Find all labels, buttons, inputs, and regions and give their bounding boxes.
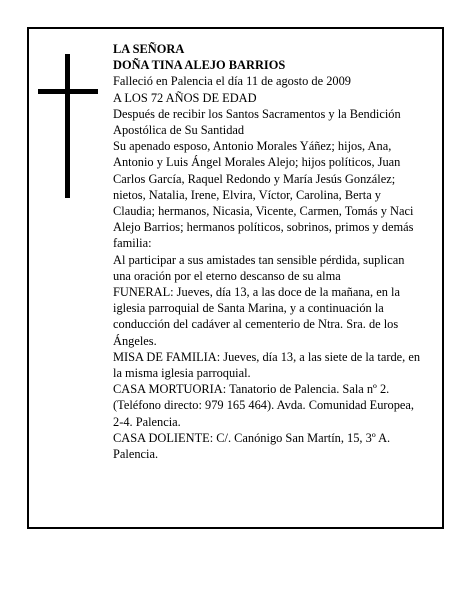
cross-vertical-bar	[65, 54, 70, 198]
family-mass-info: MISA DE FAMILIA: Jueves, día 13, a las siete de la tarde, en la misma iglesia parroquial.	[113, 349, 421, 381]
funeral-info: FUNERAL: Jueves, día 13, a las doce de la mañana, en la iglesia parroquial de Santa Marina, y a continuación la conducción del cadáver al cementerio de Ntra. Sra. de los Ángeles.	[113, 285, 400, 348]
age-line: A LOS 72 AÑOS DE EDAD	[113, 90, 257, 105]
sacraments-text: Después de recibir los Santos Sacramentos y la Bendición Apostólica de Su Santidad	[113, 106, 401, 138]
obituary-text	[113, 41, 425, 462]
mortuary-info: CASA MORTUORIA: Tanatorio de Palencia. Sala nº 2. (Teléfono directo: 979 165 464). Avda. Comunidad Europea, 2-4. Palencia.	[113, 382, 415, 429]
prayer-request: Al participar a sus amistades tan sensible pérdida, suplican una oración por el eterno descanso de su alma	[113, 252, 405, 283]
cross-horizontal-bar	[38, 89, 98, 94]
death-notice: Falleció en Palencia el día 11 de agosto de 2009	[113, 74, 351, 89]
grieving-home-info: CASA DOLIENTE: C/. Canónigo San Martín, 15, 3º A. Palencia.	[113, 430, 391, 462]
family-list: Su apenado esposo, Antonio Morales Yáñez; hijos, Ana, Antonio y Luis Ángel Morales Alejo; hijos políticos, Juan Carlos García, Raquel Redondo y María Jesús González; nietos, Natalia, Irene, Elvira, Víctor, Carolina, Berta y Claudia; hermanos, Nicasia, Vicente, Carmen, Tomás y Naci Alejo Barrios; hermanos políticos, sobrinos, primos y demás familia:	[113, 139, 414, 251]
latin-cross-icon	[38, 54, 98, 198]
title-line: LA SEÑORA	[113, 42, 185, 56]
deceased-name: DOÑA TINA ALEJO BARRIOS	[113, 58, 286, 73]
